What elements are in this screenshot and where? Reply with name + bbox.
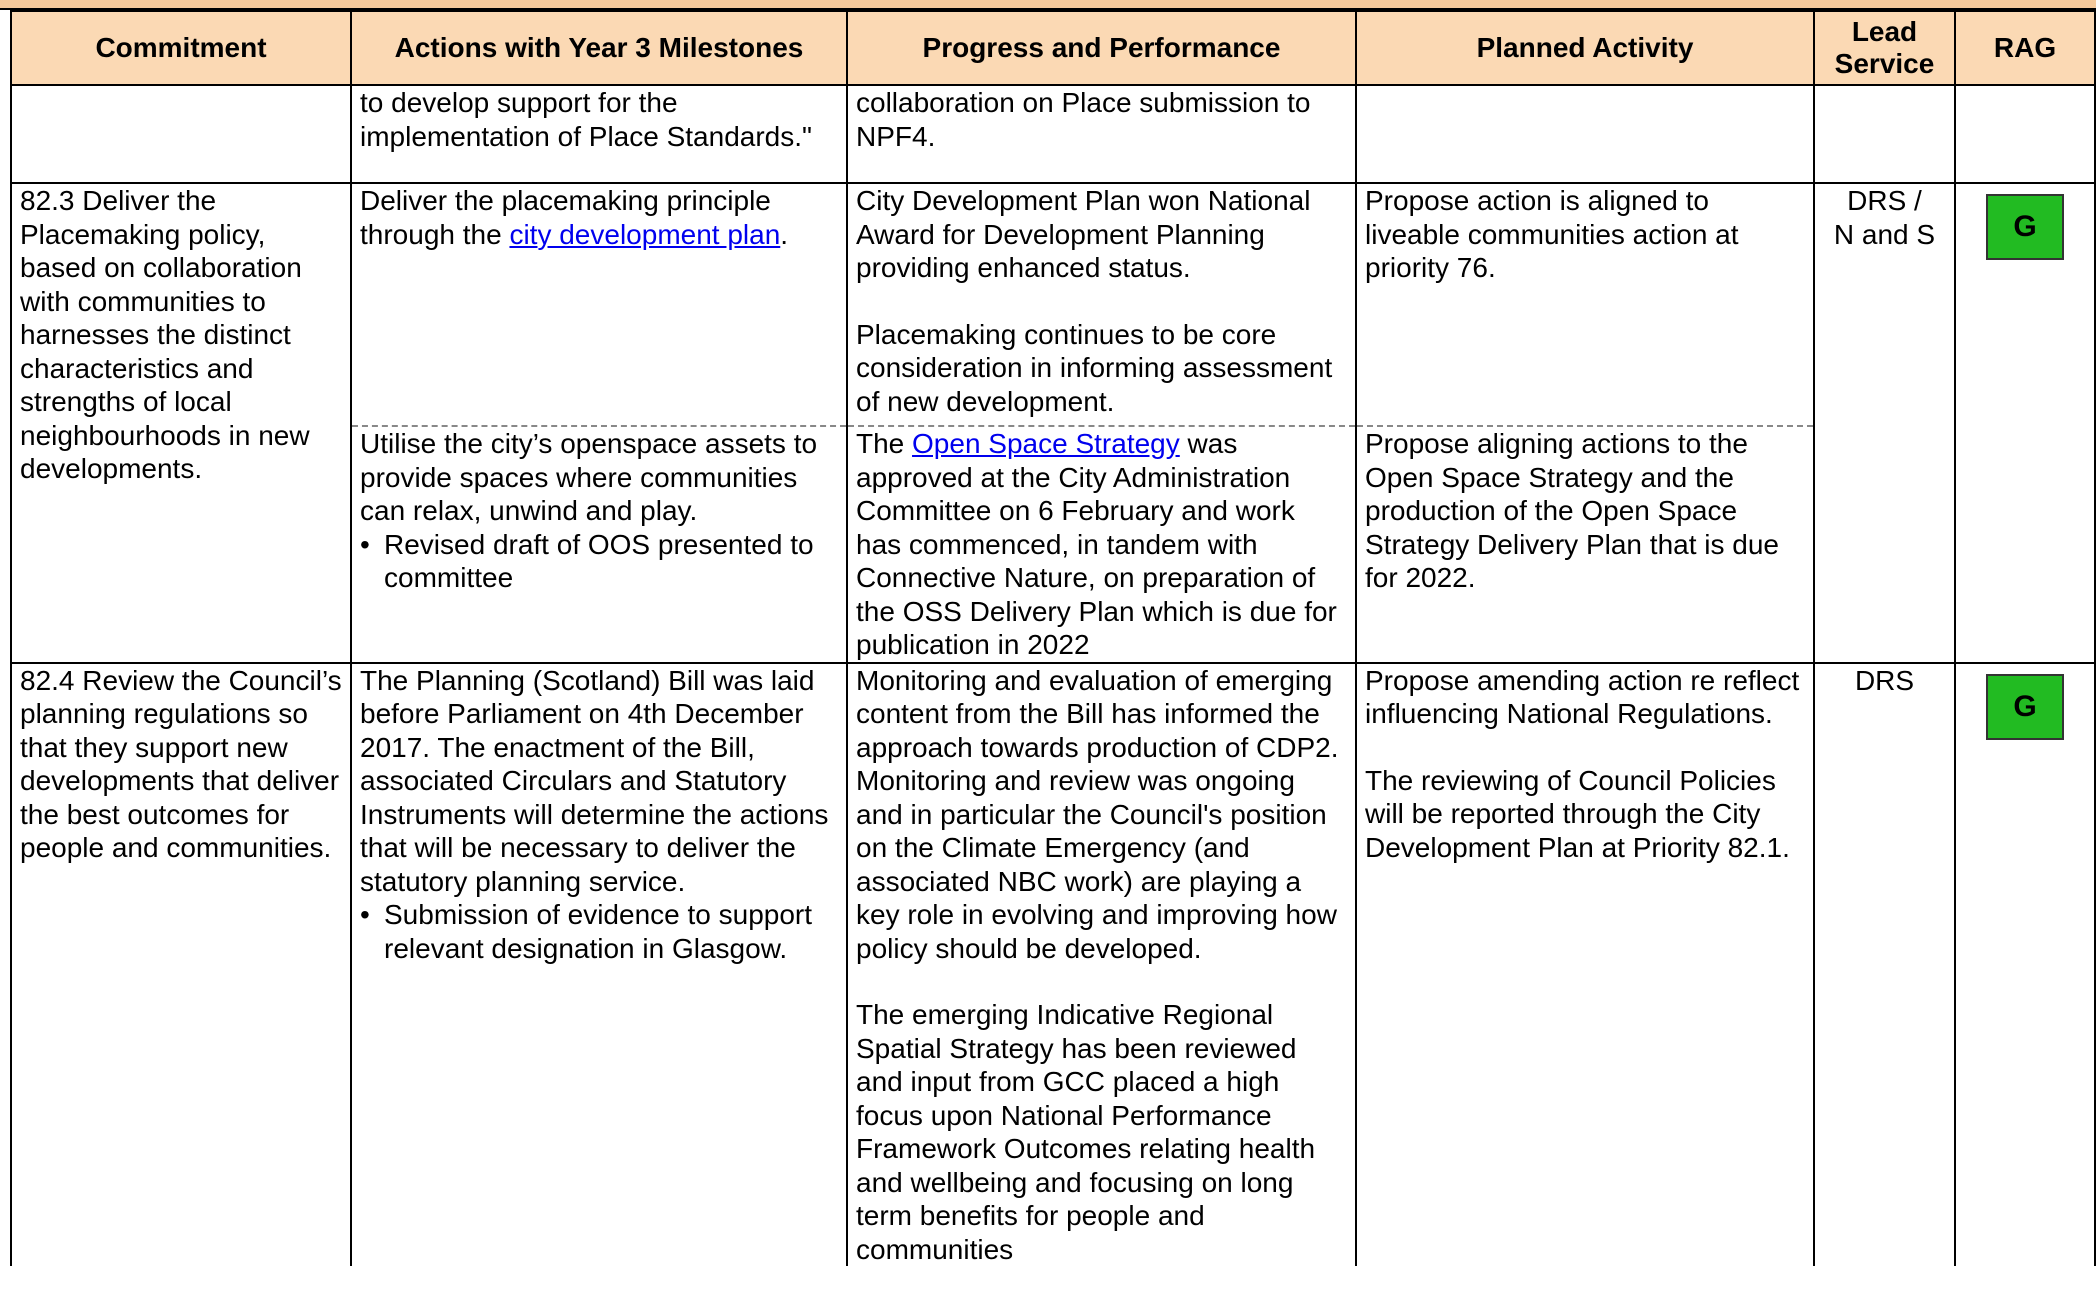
header-lead-service: Lead Service [1814,11,1955,85]
rag-cell [1955,663,2095,1267]
progress-cell [847,183,1356,426]
planned-cell: Propose aligning actions to the Open Space Strategy and the production of the Open Space Strategy Delivery Plan that is due for 2022. [1356,426,1814,663]
rag-cell [1955,85,2095,183]
progress-cell [847,663,1356,1267]
lead-cell [1814,85,1955,183]
actions-cell: Deliver the placemaking principle through the city development plan. [351,183,847,426]
list-item: • Submission of evidence to support relevant designation in Glasgow. [360,898,838,965]
commitment-cell [11,85,351,183]
progress-paragraph: The emerging Indicative Regional Spatial Strategy has been reviewed and input from GCC placed a high focus upon National Performance Framework Outcomes relating health and wellbeing and focusing on long term benefits for people and communities [856,999,1316,1265]
progress-paragraph: City Development Plan won National Award for Development Planning providing enhanced status. [856,185,1311,283]
progress-cell: collaboration on Place submission to NPF4. [847,85,1356,183]
table-row [11,663,2095,1267]
planned-cell [1356,85,1814,183]
planned-cell: Propose amending action re reflect influencing National Regulations. The reviewing of Council Policies will be reported through the City Development Plan at Priority 82.1. [1356,663,1814,1267]
rag-cell [1955,183,2095,663]
commitment-cell: 82.4 Review the Council’s planning regulations so that they support new developments that deliver the best outcomes for people and communities. [11,663,351,1267]
commitment-cell: 82.3 Deliver the Placemaking policy, based on collaboration with communities to harnesses the distinct characteristics and strengths of local neighbourhoods in new developments. [11,183,351,663]
commitments-table [10,10,2096,1266]
progress-paragraph: Monitoring and evaluation of emerging content from the Bill has informed the approach towards production of CDP2. Monitoring and review was ongoing and in particular the Council's position on the Climate Emergency (and associated NBC work) are playing a key role in evolving and improving how policy should be developed. [856,664,1339,964]
list-item: • Revised draft of OOS presented to committee [360,528,838,595]
rag-status-badge: G [1986,674,2064,740]
lead-cell: DRS / N and S [1814,183,1955,663]
header-rag: RAG [1955,11,2095,85]
progress-paragraph: Placemaking continues to be core consideration in informing assessment of new development. [856,318,1333,417]
actions-cell: The Planning (Scotland) Bill was laid before Parliament on 4th December 2017. The enactment of the Bill, associated Circulars and Statutory Instruments will determine the actions that will be necessary to deliver the statutory planning service. • Submission of evidence to support relevant designation in Glasgow. [351,663,847,1267]
header-actions: Actions with Year 3 Milestones [351,11,847,85]
header-progress: Progress and Performance [847,11,1356,85]
table-row [11,183,2095,426]
table-row [11,85,2095,183]
header-planned-activity: Planned Activity [1356,11,1814,85]
header-commitment: Commitment [11,11,351,85]
actions-cell: to develop support for the implementation of Place Standards." [351,85,847,183]
actions-cell: Utilise the city’s openspace assets to provide spaces where communities can relax, unwind and play. • Revised draft of OOS presented to committee [351,426,847,663]
header-band [0,0,2096,10]
open-space-strategy-link[interactable]: Open Space Strategy [912,428,1180,459]
lead-cell: DRS [1814,663,1955,1267]
planned-cell: Propose action is aligned to liveable communities action at priority 76. [1356,183,1814,426]
table-header-row [11,11,2095,85]
city-development-plan-link[interactable]: city development plan [509,218,781,250]
progress-cell: The Open Space Strategy was approved at the City Administration Committee on 6 February and work has commenced, in tandem with Connective Nature, on preparation of the OSS Delivery Plan which is due for publication in 2022 [847,426,1356,663]
rag-status-badge: G [1986,194,2064,260]
